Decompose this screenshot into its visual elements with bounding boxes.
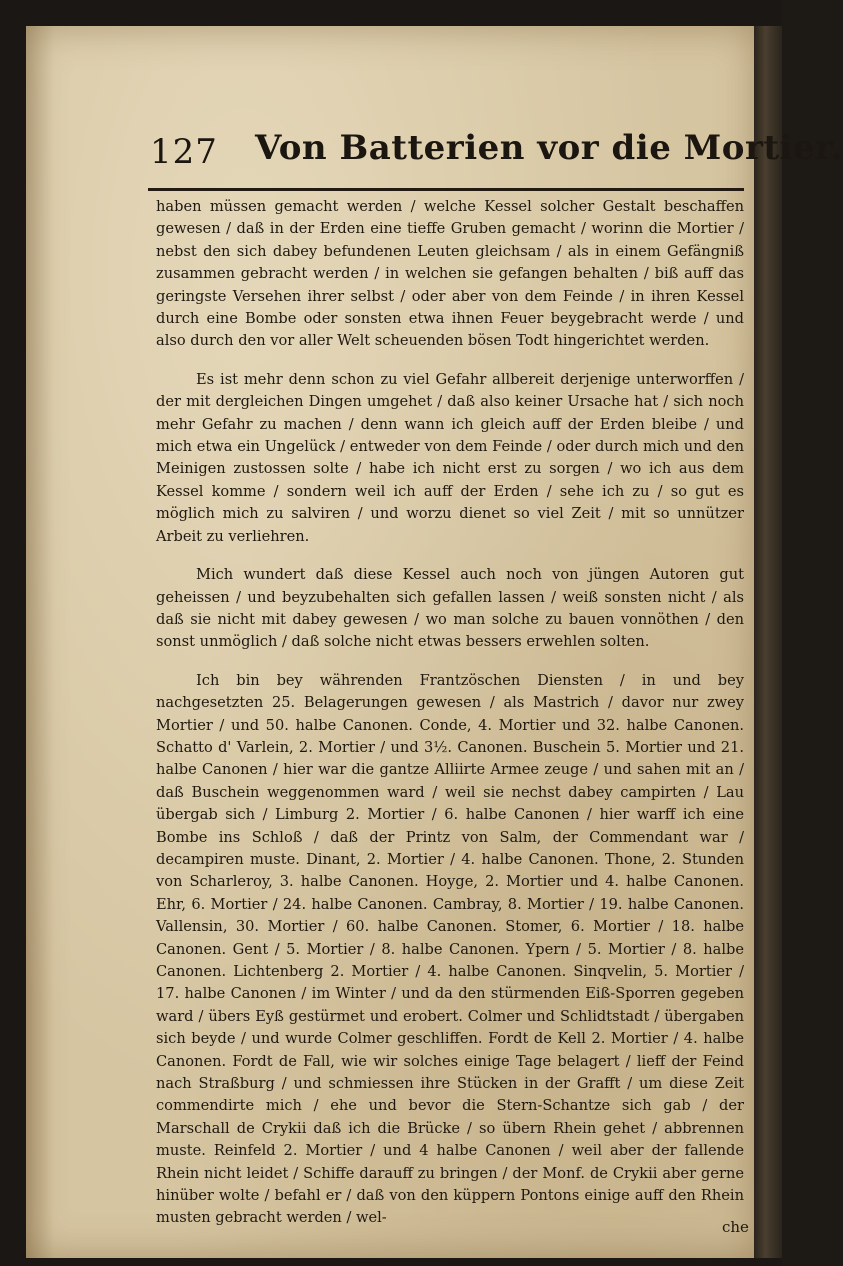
body-text <box>156 196 744 1230</box>
paragraph-2: Es ist mehr denn schon zu viel Gefahr allbereit derjenige unterworffen / der mit dergleichen Dingen umgehet / daß also keiner Ursache hat / sich noch mehr Gefahr zu machen / denn wann ich gleich auff der Erden bleibe / und mich etwa ein Ungelück / entweder von dem Feinde / oder durch mich und den Meinigen zustossen solte / habe ich nicht erst zu sorgen / wo ich aus dem Kessel komme / sondern weil ich auff der Erden / sehe ich zu / so gut es möglich mich zu salviren / und worzu dienet so viel Zeit / mit so unnützer Arbeit zu verliehren. <box>156 370 744 545</box>
paragraph-4: Ich bin bey währenden Frantzöschen Diensten / in und bey nachgesetzten 25. Belagerungen gewesen / als Mastrich / davor nur zwey Mortier / und 50. halbe Canonen. Conde, 4. Mortier und 32. halbe Canonen. Schatto d' Varlein, 2. Mortier / und 3½. Canonen. Buschein 5. Mortier und 21. halbe Canonen / hier war die gantze Alliirte Armee zeuge / und sahen mit an / daß Buschein weggenommen ward / weil sie nechst dabey campirten / Lau übergab sich / Limburg 2. Mortier / 6. halbe Canonen / hier warff ich eine Bombe ins Schloß / daß der Printz von Salm, der Commendant war / decampiren muste. Dinant, 2. Mortier / 4. halbe Canonen. Thone, 2. Stunden von Scharleroy, 3. halbe Canonen. Hoyge, 2. Mortier und 4. halbe Canonen. Ehr, 6. Mortier / 24. halbe Canonen. Cambray, 8. Mortier / 19. halbe Canonen. Vallensin, 30. Mortier / 60. halbe Canonen. Stomer, 6. Mortier / 18. halbe Canonen. Gent / 5. Mortier / 8. halbe Canonen. Ypern / 5. Mortier / 8. halbe Canonen. Lichtenberg 2. Mortier / 4. halbe Canonen. Sinqvelin, 5. Mortier / 17. halbe Canonen / im Winter / und da den stürmenden Eiß-Sporren gegeben ward / übers Eyß gestürmet und erobert. Colmer und Schlidtstadt / übergaben sich beyde / und wurde Colmer geschliffen. Fordt de Kell 2. Mortier / 4. halbe Canonen. Fordt de Fall, wie wir solches einige Tage belagert / lieff der Feind nach Straßburg / und schmiessen ihre Stücken in der Grafft / um diese Zeit commendirte mich / ehe und bevor die Stern-Schantze sich gab / der Marschall de Crykii daß ich die Brücke / so übern Rhein gehet / abbrennen muste. Reinfeld 2. Mortier / und 4 halbe Canonen / weil aber der fallende Rhein nicht leidet / Schiffe darauff zu bringen / der Monf. de Crykii aber gerne hinüber wolte / befahl er / daß von den küppern Pontons einige auff den Rhein musten gebracht werden / wel- <box>156 671 744 1227</box>
facing-page-edge <box>754 26 782 1258</box>
running-head: Von Batterien vor die Mortier. <box>255 128 843 168</box>
paragraph-3: Mich wundert daß diese Kessel auch noch von jüngen Autoren gut geheissen / und beyzubehalten sich gefallen lassen / weiß sonsten nicht / als daß sie nicht mit dabey gewesen / wo man solche zu bauen vonnöthen / den sonst unmöglich / daß solche nicht etwas bessers erwehlen solten. <box>156 566 744 651</box>
catchword: che <box>722 1218 749 1236</box>
paragraph-1: haben müssen gemacht werden / welche Kessel solcher Gestalt beschaffen gewesen / daß in der Erden eine tieffe Gruben gemacht / worinn die Mortier / nebst den sich dabey befundenen Leuten gleichsam / als in einem Gefängniß zusammen gebracht werden / in welchen sie gefangen behalten / biß auff das geringste Versehen ihrer selbst / oder aber von dem Feinde / in ihren Kessel durch eine Bombe oder sonsten etwa ihnen Feuer beygebracht werde / und also durch den vor aller Welt scheuenden bösen Todt hingerichtet werden. <box>156 198 744 350</box>
header-rule <box>148 188 744 191</box>
page-number: 127 <box>150 132 218 172</box>
